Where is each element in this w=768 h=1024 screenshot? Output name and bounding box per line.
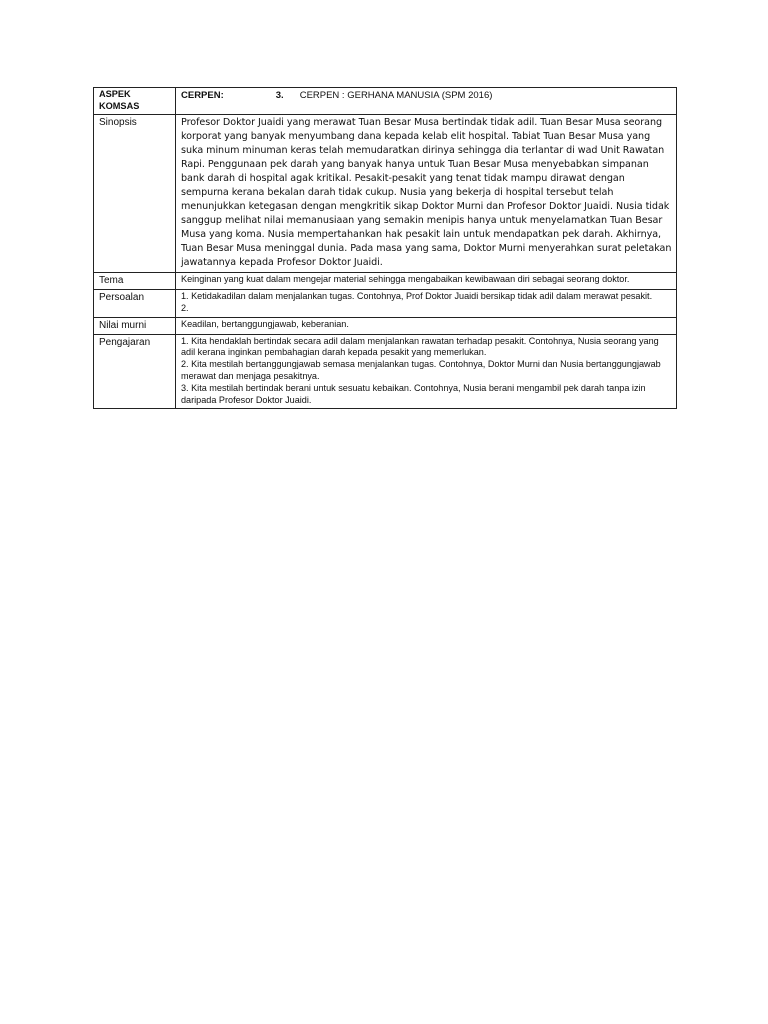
table-row xyxy=(94,317,677,334)
tema-label: Tema xyxy=(94,273,176,290)
komsas-table xyxy=(93,87,677,409)
cerpen-label: CERPEN: xyxy=(181,90,224,101)
pengajaran-label: Pengajaran xyxy=(94,334,176,409)
aspek-heading-line2: KOMSAS xyxy=(99,100,140,111)
persoalan-cell xyxy=(176,290,677,318)
table-row xyxy=(94,290,677,318)
nilai-murni-text: Keadilan, bertanggungjawab, keberanian. xyxy=(176,317,677,334)
persoalan-item: 1. Ketidakadilan dalam menjalankan tugas. Contohnya, Prof Doktor Juaidi bersikap tidak adil dalam merawat pesakit. xyxy=(181,291,653,301)
pengajaran-cell xyxy=(176,334,677,409)
aspek-heading-line1: ASPEK xyxy=(99,89,131,99)
pengajaran-item: 1. Kita hendaklah bertindak secara adil dalam menjalankan rawatan terhadap pesakit. Contohnya, Nusia seorang yang adil kerana inginkan pembahagian darah kepada pesakit yang memerlukan. xyxy=(181,335,659,358)
table-row xyxy=(94,334,677,409)
table-row xyxy=(94,273,677,290)
sinopsis-text: Profesor Doktor Juaidi yang merawat Tuan Besar Musa bertindak tidak adil. Tuan Besar Musa seorang korporat yang banyak menyumbang dana kepada kelab elit hospital. Tabiat Tuan Besar Musa yang suka minum minuman keras telah memudaratkan dirinya sehingga dia terlantar di wad Unit Rawatan Rapi. Penggunaan pek darah yang banyak hanya untuk Tuan Besar Musa menyebabkan simpanan bank darah di hospital agak kritikal. Pesakit-pesakit yang tenat tidak mampu dirawat dengan sempurna kerana bekalan darah tidak cukup. Nusia yang bekerja di hospital tersebut telah menunjukkan ketegasan dengan mengkritik sikap Doktor Murni dan Profesor Doktor Juaidi. Nusia tidak sanggup melihat nilai memanusiaan yang semakin menipis hanya untuk menyelamatkan Tuan Besar Musa yang koma. Nusia mempertahankan hak pesakit lain untuk mendapatkan pek darah. Akhirnya, Tuan Besar Musa meninggal dunia. Pada masa yang sama, Doktor Murni menyerahkan surat peletakan jawatannya kepada Profesor Doktor Juaidi. xyxy=(176,115,677,273)
nilai-murni-label: Nilai murni xyxy=(94,317,176,334)
table-row xyxy=(94,115,677,273)
sinopsis-label: Sinopsis xyxy=(94,115,176,273)
cerpen-heading xyxy=(176,88,677,115)
table-header-row xyxy=(94,88,677,115)
pengajaran-item: 2. Kita mestilah bertanggungjawab semasa menjalankan tugas. Contohnya, Doktor Murni dan Nusia bertanggungjawab merawat dan menjaga pesakitnya. xyxy=(181,359,661,381)
cerpen-title: CERPEN : GERHANA MANUSIA (SPM 2016) xyxy=(299,90,493,101)
tema-text: Keinginan yang kuat dalam mengejar material sehingga mengabaikan kewibawaan diri sebagai seorang doktor. xyxy=(176,273,677,290)
persoalan-item: 2. xyxy=(181,302,189,313)
pengajaran-item: 3. Kita mestilah bertindak berani untuk sesuatu kebaikan. Contohnya, Nusia berani mengambil pek darah tanpa izin daripada Profesor Doktor Juaidi. xyxy=(181,382,646,405)
cerpen-number: 3. xyxy=(275,90,284,101)
aspek-komsas-heading xyxy=(94,88,176,115)
persoalan-label: Persoalan xyxy=(94,290,176,318)
